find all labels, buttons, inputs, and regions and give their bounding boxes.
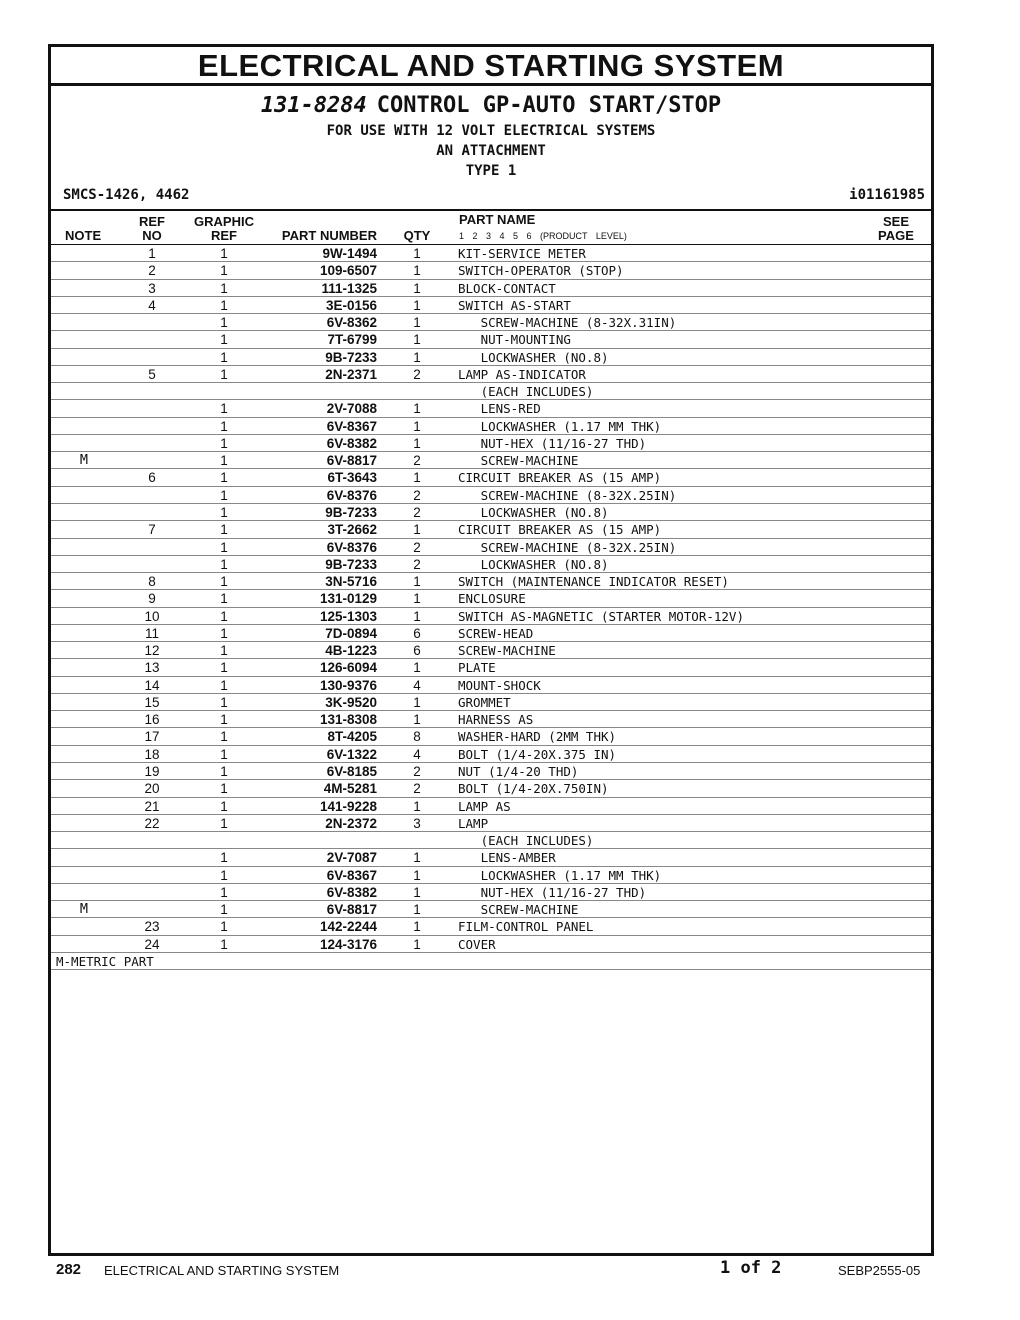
graphic-ref-cell: 1 (220, 643, 228, 659)
table-row (51, 780, 931, 797)
parts-table (51, 245, 931, 970)
qty-cell: 1 (413, 798, 421, 814)
table-row (51, 901, 931, 918)
graphic-ref-cell: 1 (220, 591, 228, 607)
graphic-ref-cell: 1 (220, 332, 228, 348)
part-name-cell: CIRCUIT BREAKER AS (15 AMP) (458, 470, 662, 486)
graphic-ref-cell: 1 (220, 453, 228, 469)
qty-cell: 1 (413, 936, 421, 952)
graphic-ref-cell: 1 (220, 280, 228, 296)
group-heading (51, 92, 931, 120)
graphic-ref-cell: 1 (220, 781, 228, 797)
part-name-cell: BOLT (1/4-20X.375 IN) (458, 746, 617, 762)
graphic-ref-cell: 1 (220, 401, 228, 417)
graphic-ref-cell: 1 (220, 556, 228, 572)
footnote-row (51, 953, 931, 970)
qty-cell: 6 (413, 643, 421, 659)
graphic-ref-cell: 1 (220, 850, 228, 866)
ref-number-cell: 4 (148, 297, 156, 313)
qty-cell: 1 (413, 401, 421, 417)
graphic-ref-cell: 1 (220, 798, 228, 814)
page-of: 1 of 2 (720, 1258, 782, 1278)
table-row (51, 711, 931, 728)
part-number-cell: 9W-1494 (322, 246, 377, 261)
col-qty: QTY (403, 228, 431, 243)
part-name-cell: (EACH INCLUDES) (458, 833, 594, 849)
qty-cell: 1 (413, 884, 421, 900)
table-row (51, 677, 931, 694)
qty-cell: 1 (413, 660, 421, 676)
part-name-cell: BLOCK-CONTACT (458, 280, 556, 296)
table-row (51, 763, 931, 780)
part-number-cell: 9B-7233 (325, 349, 377, 365)
part-name-cell: KIT-SERVICE METER (458, 246, 586, 261)
part-name-cell: LOCKWASHER (1.17 MM THK) (458, 867, 662, 883)
ref-number-cell: 5 (148, 366, 156, 382)
part-number-cell: 7T-6799 (327, 332, 377, 348)
table-row (51, 262, 931, 279)
graphic-ref-cell: 1 (220, 470, 228, 486)
part-number-cell: 9B-7233 (325, 504, 377, 520)
usage-note: FOR USE WITH 12 VOLT ELECTRICAL SYSTEMS (326, 123, 656, 139)
table-row (51, 728, 931, 745)
ref-number-cell: 3 (148, 280, 156, 296)
group-name: CONTROL GP-AUTO START/STOP (376, 93, 722, 118)
part-name-cell: SCREW-MACHINE (8-32X.25IN) (458, 487, 677, 503)
page-frame (48, 44, 934, 1256)
part-name-cell: ENCLOSURE (458, 591, 526, 607)
table-row (51, 832, 931, 849)
ref-number-cell: 21 (144, 798, 160, 814)
table-row (51, 694, 931, 711)
table-row (51, 556, 931, 573)
qty-cell: 1 (413, 263, 421, 279)
graphic-ref-cell: 1 (220, 919, 228, 935)
part-name-cell: NUT-MOUNTING (458, 332, 571, 348)
graphic-ref-cell: 1 (220, 936, 228, 952)
part-number-cell: 6V-8382 (326, 884, 377, 900)
col-part-name: PART NAME (459, 212, 536, 227)
part-name-cell: SWITCH AS-START (458, 297, 571, 313)
qty-cell: 2 (413, 763, 421, 779)
qty-cell: 2 (413, 504, 421, 520)
part-name-cell: COVER (458, 936, 496, 952)
part-name-cell: LAMP AS-INDICATOR (458, 366, 586, 382)
part-name-cell: LOCKWASHER (NO.8) (458, 504, 609, 520)
qty-cell: 1 (413, 246, 421, 261)
part-number-cell: 125-1303 (319, 608, 377, 624)
attachment-note: AN ATTACHMENT (436, 143, 546, 159)
graphic-ref-cell: 1 (220, 694, 228, 710)
ref-number-cell: 13 (144, 660, 160, 676)
graphic-ref-cell: 1 (220, 504, 228, 520)
part-name-cell: LAMP AS (458, 798, 511, 814)
part-number-cell: 2N-2372 (325, 815, 377, 831)
doc-code: SEBP2555-05 (838, 1263, 921, 1278)
part-number-cell: 6V-8376 (326, 487, 377, 503)
graphic-ref-cell: 1 (220, 487, 228, 503)
section-title: ELECTRICAL AND STARTING SYSTEM (51, 47, 931, 86)
table-row (51, 625, 931, 642)
note-cell: M (79, 452, 89, 469)
table-row (51, 366, 931, 383)
part-name-cell: LENS-RED (458, 401, 541, 417)
footer-section: ELECTRICAL AND STARTING SYSTEM (104, 1263, 340, 1278)
graphic-ref-cell: 1 (220, 435, 228, 451)
part-name-cell: NUT-HEX (11/16-27 THD) (458, 884, 647, 900)
part-name-cell: SCREW-HEAD (458, 625, 534, 641)
qty-cell: 1 (413, 850, 421, 866)
part-number-cell: 2V-7088 (326, 401, 377, 417)
ref-number-cell: 8 (148, 574, 156, 590)
part-name-cell: SCREW-MACHINE (458, 902, 579, 918)
part-name-cell: NUT-HEX (11/16-27 THD) (458, 435, 647, 451)
col-ref-bottom: NO (142, 228, 162, 243)
col-note: NOTE (65, 228, 102, 243)
part-number-cell: 131-8308 (319, 712, 377, 728)
ref-number-cell: 16 (144, 712, 160, 728)
part-number-cell: 7D-0894 (325, 625, 377, 641)
part-number-cell: 131-0129 (319, 591, 377, 607)
part-name-cell: GROMMET (458, 694, 511, 710)
table-row (51, 504, 931, 521)
qty-cell: 1 (413, 418, 421, 434)
part-name-cell: SCREW-MACHINE (458, 643, 556, 659)
qty-cell: 1 (413, 608, 421, 624)
graphic-ref-cell: 1 (220, 522, 228, 538)
ref-number-cell: 2 (148, 263, 156, 279)
part-name-cell: LOCKWASHER (1.17 MM THK) (458, 418, 662, 434)
table-row (51, 798, 931, 815)
smcs-code: SMCS-1426, 4462 (63, 187, 190, 203)
part-number-cell: 6V-8382 (326, 435, 377, 451)
part-name-cell: LOCKWASHER (NO.8) (458, 349, 609, 365)
qty-cell: 1 (413, 591, 421, 607)
col-graphic-bottom: REF (211, 228, 237, 243)
col-see-top: SEE (882, 214, 909, 229)
qty-cell: 1 (413, 694, 421, 710)
col-see-bottom: PAGE (878, 228, 914, 243)
part-number-cell: 141-9228 (319, 798, 377, 814)
qty-cell: 1 (413, 867, 421, 883)
part-number-cell: 6V-8367 (326, 867, 377, 883)
qty-cell: 2 (413, 539, 421, 555)
table-row (51, 297, 931, 314)
qty-cell: 2 (413, 781, 421, 797)
graphic-ref-cell: 1 (220, 867, 228, 883)
table-row (51, 642, 931, 659)
part-name-cell: HARNESS AS (458, 712, 534, 728)
part-name-cell: WASHER-HARD (2MM THK) (458, 729, 617, 745)
qty-cell: 2 (413, 556, 421, 572)
graphic-ref-cell: 1 (220, 746, 228, 762)
qty-cell: 1 (413, 280, 421, 296)
product-level-legend: 1 2 3 4 5 6 (PRODUCT LEVEL) (459, 231, 627, 241)
ref-number-cell: 24 (144, 936, 160, 952)
part-number-cell: 3K-9520 (325, 694, 377, 710)
part-number-cell: 126-6094 (319, 660, 377, 676)
group-number: 131-8284 (260, 93, 367, 118)
qty-cell: 1 (413, 522, 421, 538)
graphic-ref-cell: 1 (220, 712, 228, 728)
part-number-cell: 111-1325 (321, 280, 377, 296)
qty-cell: 1 (413, 435, 421, 451)
part-number-cell: 124-3176 (319, 936, 377, 952)
ref-number-cell: 12 (144, 643, 160, 659)
part-name-cell: LOCKWASHER (NO.8) (458, 556, 609, 572)
ref-number-cell: 6 (148, 470, 156, 486)
table-row (51, 349, 931, 366)
part-name-cell: LAMP (458, 815, 489, 831)
part-name-cell: SWITCH-OPERATOR (STOP) (458, 263, 624, 279)
part-name-cell: FILM-CONTROL PANEL (458, 919, 594, 935)
part-name-cell: (EACH INCLUDES) (458, 384, 594, 400)
qty-cell: 1 (413, 712, 421, 728)
table-row (51, 573, 931, 590)
part-number-cell: 2N-2371 (325, 366, 377, 382)
part-number-cell: 6V-8185 (326, 763, 377, 779)
part-number-cell: 6V-1322 (326, 746, 377, 762)
part-number-cell: 109-6507 (319, 263, 377, 279)
part-name-cell: BOLT (1/4-20X.750IN) (458, 781, 609, 797)
part-name-cell: SCREW-MACHINE (8-32X.31IN) (458, 315, 677, 331)
table-row (51, 590, 931, 607)
col-graphic-top: GRAPHIC (194, 214, 254, 229)
qty-cell: 2 (413, 487, 421, 503)
qty-cell: 1 (413, 470, 421, 486)
ref-number-cell: 15 (144, 694, 160, 710)
qty-cell: 8 (413, 729, 421, 745)
table-row (51, 314, 931, 331)
table-row (51, 867, 931, 884)
part-number-cell: 6V-8817 (326, 453, 377, 469)
graphic-ref-cell: 1 (220, 246, 228, 261)
metric-footnote: M-METRIC PART (56, 953, 154, 969)
ref-number-cell: 14 (144, 677, 160, 693)
graphic-ref-cell: 1 (220, 660, 228, 676)
table-row (51, 539, 931, 556)
part-number-cell: 2V-7087 (326, 850, 377, 866)
ref-number-cell: 11 (144, 625, 159, 641)
graphic-ref-cell: 1 (220, 902, 228, 918)
part-number-cell: 6V-8376 (326, 539, 377, 555)
header-rule (51, 209, 931, 211)
qty-cell: 2 (413, 453, 421, 469)
part-name-cell: CIRCUIT BREAKER AS (15 AMP) (458, 522, 662, 538)
part-name-cell: SWITCH AS-MAGNETIC (STARTER MOTOR-12V) (458, 608, 744, 624)
graphic-ref-cell: 1 (220, 815, 228, 831)
table-row (51, 936, 931, 953)
col-part-number: PART NUMBER (281, 228, 377, 243)
part-number-cell: 130-9376 (319, 677, 377, 693)
qty-cell: 1 (413, 902, 421, 918)
page-number: 282 (56, 1261, 82, 1278)
part-number-cell: 3N-5716 (325, 574, 377, 590)
part-number-cell: 3E-0156 (325, 297, 377, 313)
qty-cell: 4 (413, 677, 421, 693)
part-name-cell: LENS-AMBER (458, 850, 556, 866)
graphic-ref-cell: 1 (220, 263, 228, 279)
ref-number-cell: 18 (144, 746, 160, 762)
table-row (51, 849, 931, 866)
ref-number-cell: 22 (144, 815, 160, 831)
note-cell: M (79, 901, 89, 918)
graphic-ref-cell: 1 (220, 315, 228, 331)
table-row (51, 521, 931, 538)
qty-cell: 1 (413, 332, 421, 348)
part-name-cell: NUT (1/4-20 THD) (458, 763, 579, 779)
qty-cell: 4 (413, 746, 421, 762)
ref-number-cell: 9 (148, 591, 156, 607)
ref-number-cell: 10 (144, 608, 160, 624)
part-name-cell: SCREW-MACHINE (8-32X.25IN) (458, 539, 677, 555)
table-row (51, 918, 931, 935)
part-number-cell: 142-2244 (319, 919, 377, 935)
graphic-ref-cell: 1 (220, 539, 228, 555)
qty-cell: 1 (413, 574, 421, 590)
qty-cell: 1 (413, 315, 421, 331)
qty-cell: 1 (413, 349, 421, 365)
table-row (51, 245, 931, 262)
graphic-ref-cell: 1 (220, 297, 228, 313)
ref-number-cell: 20 (144, 781, 160, 797)
part-number-cell: 3T-2662 (327, 522, 377, 538)
qty-cell: 3 (413, 815, 421, 831)
table-row (51, 435, 931, 452)
col-ref-top: REF (139, 214, 165, 229)
table-row (51, 400, 931, 417)
qty-cell: 1 (413, 919, 421, 935)
type-note: TYPE 1 (465, 163, 517, 179)
part-name-cell: PLATE (458, 660, 496, 676)
graphic-ref-cell: 1 (220, 349, 228, 365)
part-number-cell: 6V-8362 (326, 315, 377, 331)
part-number-cell: 9B-7233 (325, 556, 377, 572)
ref-number-cell: 19 (144, 763, 160, 779)
graphic-ref-cell: 1 (220, 677, 228, 693)
graphic-ref-cell: 1 (220, 418, 228, 434)
graphic-ref-cell: 1 (220, 729, 228, 745)
graphic-ref-cell: 1 (220, 366, 228, 382)
table-row (51, 884, 931, 901)
table-row (51, 331, 931, 348)
qty-cell: 2 (413, 366, 421, 382)
illustration-id: i01161985 (849, 187, 925, 203)
part-name-cell: MOUNT-SHOCK (458, 677, 541, 693)
part-number-cell: 6T-3643 (327, 470, 377, 486)
table-row (51, 608, 931, 625)
graphic-ref-cell: 1 (220, 763, 228, 779)
part-number-cell: 6V-8817 (326, 902, 377, 918)
part-number-cell: 4M-5281 (323, 781, 377, 797)
table-row (51, 746, 931, 763)
part-number-cell: 4B-1223 (325, 643, 377, 659)
table-row (51, 452, 931, 469)
table-row (51, 383, 931, 400)
graphic-ref-cell: 1 (220, 574, 228, 590)
ref-number-cell: 17 (144, 729, 160, 745)
graphic-ref-cell: 1 (220, 884, 228, 900)
table-row (51, 815, 931, 832)
table-row (51, 487, 931, 504)
part-name-cell: SCREW-MACHINE (458, 453, 579, 469)
table-row (51, 418, 931, 435)
ref-number-cell: 23 (144, 919, 160, 935)
graphic-ref-cell: 1 (220, 625, 228, 641)
ref-number-cell: 7 (148, 522, 156, 538)
ref-number-cell: 1 (148, 246, 156, 261)
qty-cell: 1 (413, 297, 421, 313)
qty-cell: 6 (413, 625, 421, 641)
table-row (51, 280, 931, 297)
part-number-cell: 8T-4205 (327, 729, 377, 745)
part-name-cell: SWITCH (MAINTENANCE INDICATOR RESET) (458, 574, 729, 590)
table-row (51, 659, 931, 676)
part-number-cell: 6V-8367 (326, 418, 377, 434)
graphic-ref-cell: 1 (220, 608, 228, 624)
table-row (51, 469, 931, 486)
